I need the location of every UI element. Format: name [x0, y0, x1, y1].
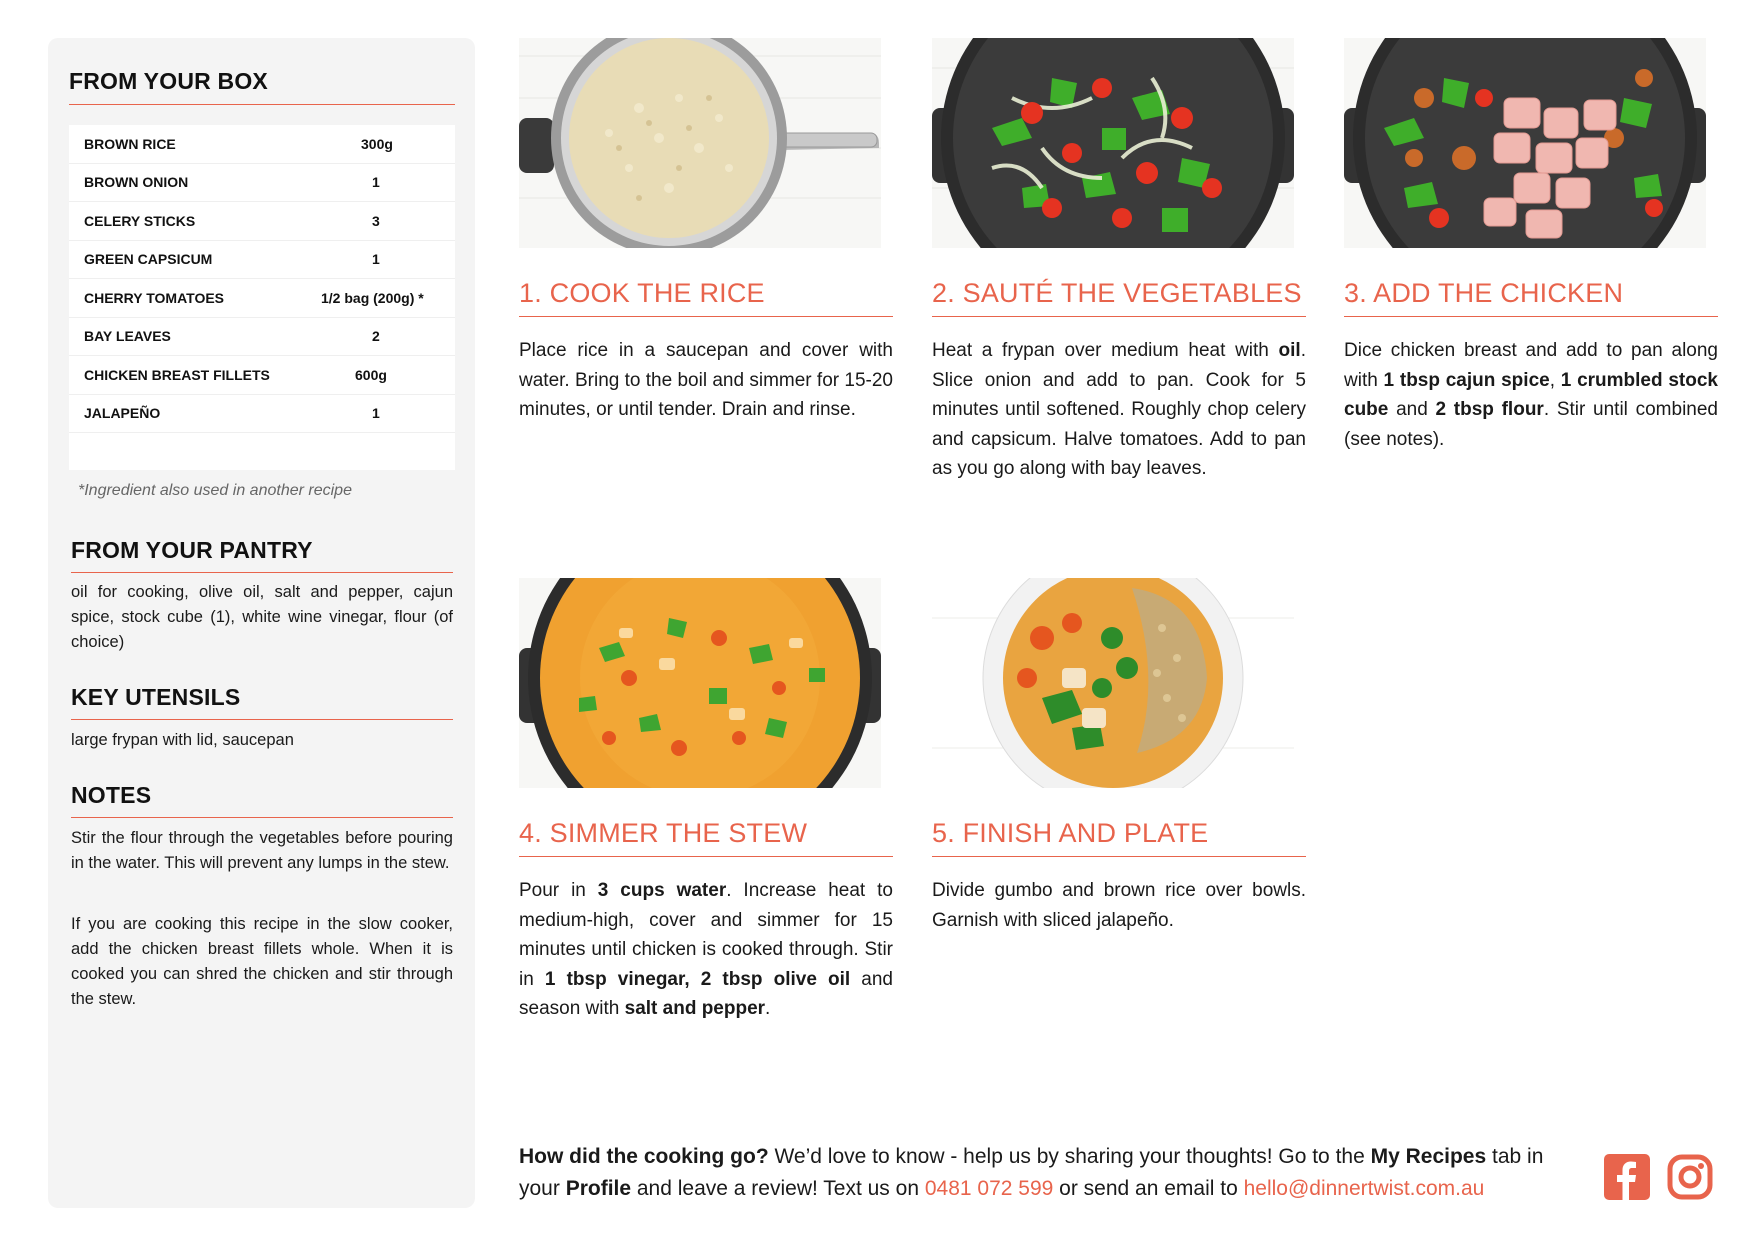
step-1-title: 1. COOK THE RICE — [519, 278, 893, 317]
instagram-icon[interactable] — [1667, 1154, 1713, 1200]
step-4-title: 4. SIMMER THE STEW — [519, 818, 893, 857]
ingredient-row — [69, 318, 455, 357]
step-text-part: Dice chicken breast and add to pan along with — [1344, 340, 1718, 391]
ingredient-qty: 1 — [372, 174, 380, 191]
ingredient-qty: 3 — [372, 212, 380, 229]
ingredient-row — [69, 202, 455, 241]
step-1-text — [519, 336, 893, 425]
feedback-text: and leave a review! Text us on — [631, 1176, 925, 1200]
ingredient-name: BROWN ONION — [84, 174, 189, 191]
notes-paragraph: Stir the flour through the vegetables before pouring in the water. This will prevent any lumps in the stew. — [71, 829, 453, 872]
step-text-bold: 3 cups water — [597, 880, 727, 901]
facebook-icon[interactable] — [1604, 1154, 1650, 1200]
pantry-text: oil for cooking, olive oil, salt and pepper, cajun spice, stock cube (1), white wine vinegar, flour (of choice) — [71, 583, 453, 651]
step-text-part: and — [1388, 399, 1436, 420]
phone-number-link[interactable]: 0481 072 599 — [924, 1176, 1054, 1200]
step-text-part: and season with — [519, 968, 893, 1019]
ingredient-row — [69, 125, 455, 164]
step-5-text — [932, 876, 1306, 935]
feedback-text: tab in your — [519, 1145, 1544, 1200]
step-2-title: 2. SAUTÉ THE VEGETABLES — [932, 278, 1306, 317]
step-text-bold: 1 tbsp vinegar, 2 tbsp olive oil — [544, 968, 851, 990]
step-text-part: . Stir until combined (see notes). — [1344, 399, 1718, 450]
ingredient-qty: 600g — [355, 366, 387, 383]
ingredients-panel — [48, 38, 475, 1208]
feedback-message — [519, 1141, 1569, 1204]
step-text-part: Divide gumbo and brown rice over bowls. Garnish with sliced jalapeño. — [932, 880, 1306, 931]
profile-mention: Profile — [565, 1176, 632, 1200]
step-text-bold: 1 crumbled stock cube — [1344, 369, 1718, 420]
ingredient-name: CHICKEN BREAST FILLETS — [84, 366, 270, 383]
feedback-text: We’d love to know - help us by sharing your thoughts! Go to the — [768, 1145, 1371, 1168]
step-5-photo — [932, 578, 1294, 788]
ingredient-row — [69, 395, 455, 434]
my-recipes-tab-mention: My Recipes — [1370, 1145, 1487, 1168]
step-5-title: 5. FINISH AND PLATE — [932, 818, 1306, 857]
step-text-part: Place rice in a saucepan and cover with water. Bring to the boil and simmer for 15-20 minutes, or until tender. Drain and rinse. — [519, 340, 893, 420]
ingredient-name: GREEN CAPSICUM — [84, 251, 213, 268]
ingredient-qty: 300g — [361, 135, 393, 152]
ingredient-qty: 1 — [372, 405, 380, 422]
step-1-photo — [519, 38, 881, 248]
from-your-pantry-heading: FROM YOUR PANTRY — [71, 537, 453, 573]
ingredient-row — [69, 279, 455, 318]
from-your-box-heading: FROM YOUR BOX — [69, 68, 455, 105]
ingredient-name: BAY LEAVES — [84, 328, 171, 345]
notes-paragraph: If you are cooking this recipe in the slow cooker, add the chicken breast fillets whole. When it is cooked you can shred the chicken and stir through the stew. — [71, 915, 453, 1008]
ingredient-name: BROWN RICE — [84, 135, 176, 152]
step-text-part: . — [765, 998, 771, 1019]
notes-heading: NOTES — [71, 782, 453, 818]
ingredient-qty: 1 — [372, 251, 380, 268]
ingredient-row — [69, 241, 455, 280]
step-3-text — [1344, 336, 1718, 454]
step-text-part: , — [1549, 369, 1561, 391]
ingredient-name: CELERY STICKS — [84, 212, 196, 229]
utensils-text: large frypan with lid, saucepan — [71, 731, 294, 749]
feedback-question: How did the cooking go? — [519, 1145, 769, 1168]
step-text-bold: 1 tbsp cajun spice — [1383, 369, 1550, 391]
ingredient-qty: 2 — [372, 328, 380, 345]
feedback-text: or send an email to — [1053, 1176, 1244, 1200]
step-text-bold: 2 tbsp flour — [1435, 399, 1544, 420]
ingredients-table — [69, 125, 455, 470]
step-2-text — [932, 336, 1306, 484]
step-2-photo — [932, 38, 1294, 248]
step-text-part: . Slice onion and add to pan. Cook for 5 minutes until softened. Roughly chop celery and capsicum. Halve tomatoes. Add to pan as you go along with bay leaves. — [932, 340, 1306, 479]
step-4-photo — [519, 578, 881, 788]
step-3-photo — [1344, 38, 1706, 248]
ingredient-footnote: *Ingredient also used in another recipe — [78, 482, 352, 499]
step-text-part: Pour in — [519, 880, 598, 901]
ingredient-row — [69, 356, 455, 395]
step-3-title: 3. ADD THE CHICKEN — [1344, 278, 1718, 317]
ingredient-name: CHERRY TOMATOES — [84, 289, 225, 306]
step-text-part: . Increase heat to medium-high, cover and simmer for 15 minutes until chicken is cooked through. Stir in — [519, 880, 893, 990]
step-4-text — [519, 876, 893, 1024]
ingredient-name: JALAPEÑO — [84, 405, 161, 422]
email-link[interactable]: hello@dinnertwist.com.au — [1243, 1176, 1485, 1200]
key-utensils-heading: KEY UTENSILS — [71, 684, 453, 720]
step-text-part: Heat a frypan over medium heat with — [932, 340, 1279, 361]
ingredient-row — [69, 164, 455, 203]
ingredient-qty: 1/2 bag (200g) * — [321, 289, 424, 306]
step-text-bold: oil — [1278, 340, 1301, 361]
step-text-bold: salt and pepper — [624, 998, 766, 1019]
